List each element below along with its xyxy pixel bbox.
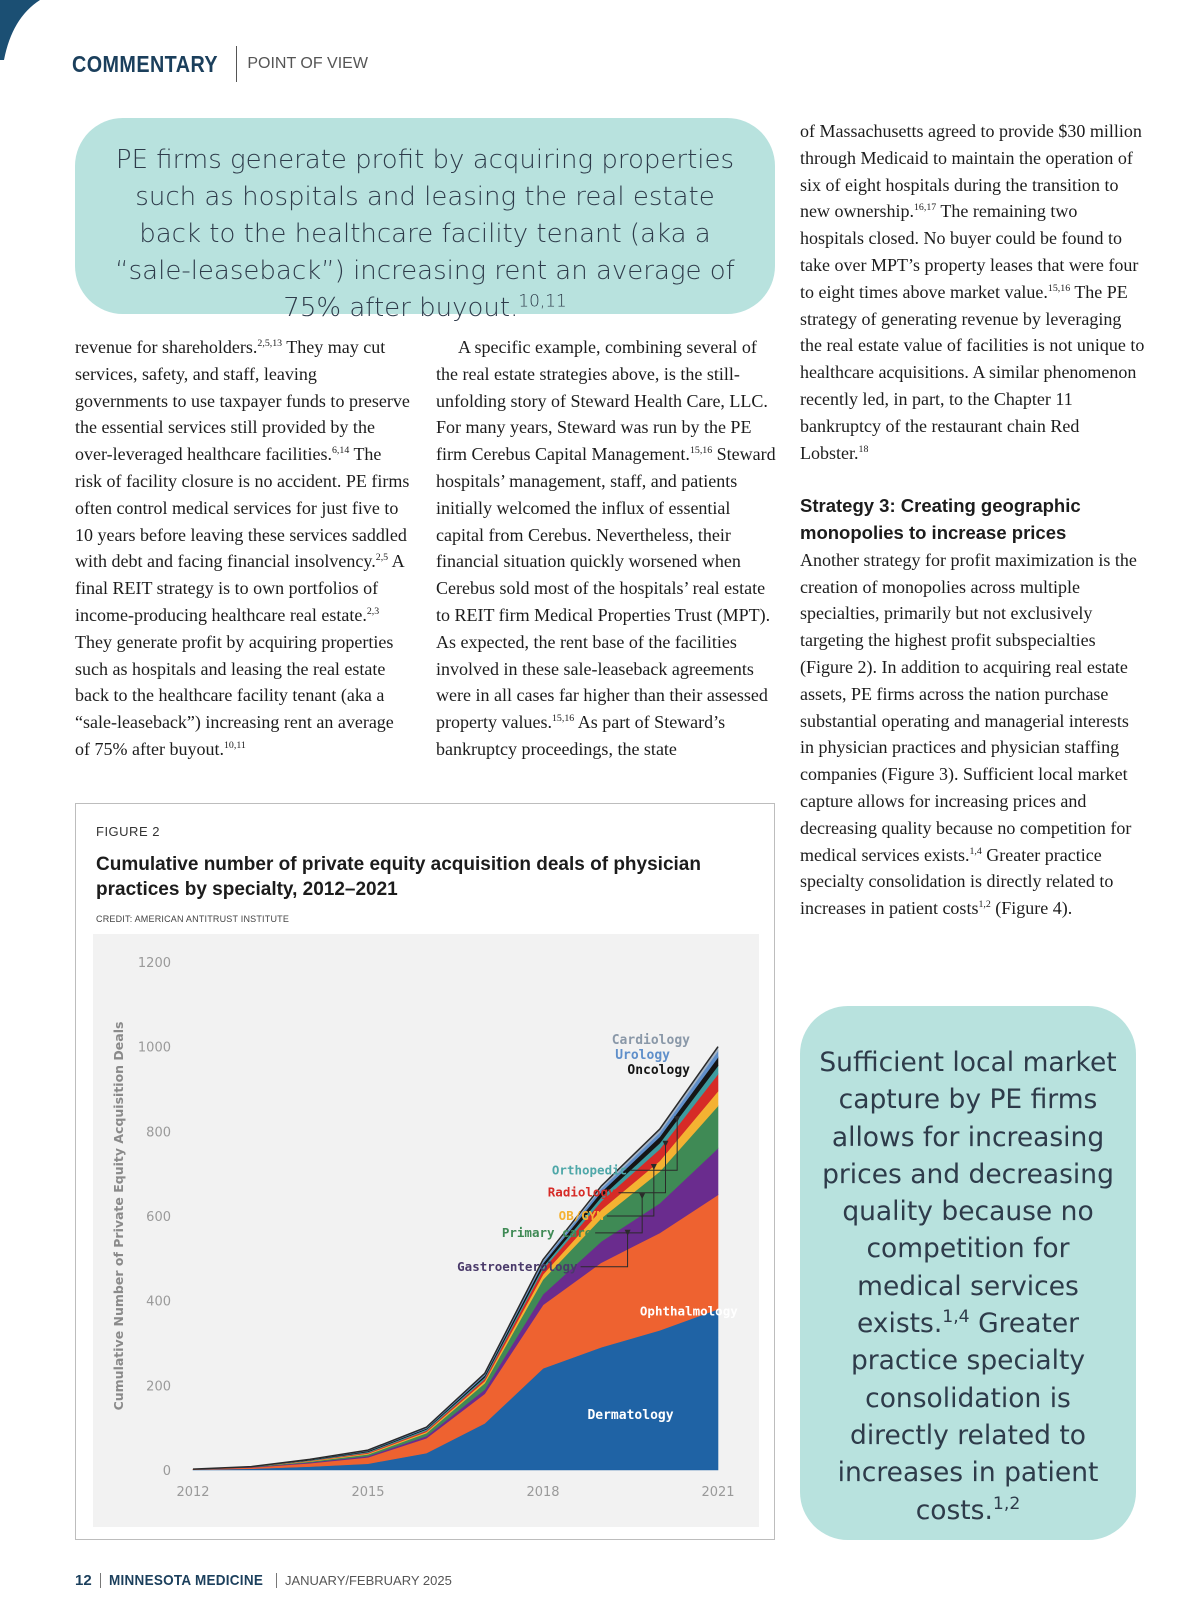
x-tick-label: 2012 (176, 1485, 210, 1500)
citation: 1,2 (992, 1493, 1021, 1514)
column-2 (436, 334, 776, 763)
pullquote-side-text: Sufficient local market capture by PE firms allows for increasing prices and decreasing quality because no competition for medical services exists. (819, 1047, 1117, 1340)
figure-label: FIGURE 2 (96, 824, 160, 839)
x-tick-label: 2015 (351, 1485, 385, 1500)
series-label-urology: Urology (615, 1047, 670, 1063)
series-label-orthopedic: Orthopedic (551, 1162, 628, 1178)
citation: 10,11 (223, 739, 246, 751)
citation: 15,16 (689, 445, 713, 457)
section-heading: Strategy 3: Creating geographic monopolies to increase prices (800, 495, 1081, 543)
citation: 1,4 (942, 1307, 970, 1328)
paragraph: of Massachusetts agreed to provide $30 million through Medicaid to maintain the operation of six of eight hospitals during the transition to new ownership.$^{16,17}$ The remaining two hospitals closed. No buyer could be found to take over MPT’s property leases that were four to eight times above market value.$^{15,16}$ The PE strategy of generating revenue by leveraging the real estate value of facilities is not unique to healthcare acquisitions. A similar phenomenon recently led, in part, to the Chapter 11 bankruptcy of the restaurant chain Red Lobster.$^{18}$ (800, 121, 1145, 463)
issue-date: JANUARY/FEBRUARY 2025 (284, 1573, 452, 1588)
footer-divider (100, 1573, 101, 1588)
paragraph: Another strategy for profit maximization is the creation of monopolies across multiple specialties, primarily but not exclusively targeting the highest profit subspecialties (Figure 2). In addition to acquiring real estate assets, PE firms across the nation purchase substantial operating and managerial interests in physician practices and physician staffing companies (Figure 3). Sufficient local market capture allows for increasing prices and decreasing quality because no competition for medical services exists.$^{1,4}$ Greater practice specialty consolidation is directly related to increases in patient costs$^{1,2}$ (Figure 4). (800, 549, 1137, 919)
y-tick-label: 1000 (137, 1040, 171, 1056)
header-divider (236, 46, 238, 82)
series-label-primary-care: Primary care (501, 1224, 593, 1240)
spacer (800, 466, 1145, 493)
series-label-oncology: Oncology (627, 1062, 690, 1078)
y-tick-label: 200 (146, 1379, 171, 1395)
series-label-cardiology: Cardiology (611, 1033, 690, 1049)
citation: 2,5 (375, 552, 389, 564)
citation: 16,17 (913, 202, 937, 214)
y-tick-label: 600 (146, 1210, 171, 1225)
citation: 15,16 (1047, 282, 1071, 294)
figure-credit: CREDIT: AMERICAN ANTITRUST INSTITUTE (96, 914, 290, 924)
x-tick-label: 2018 (526, 1485, 560, 1500)
figure-2 (75, 803, 775, 1540)
paragraph: A specific example, combining several of the real estate strategies above, is the still-unfolding story of Steward Health Care, LLC. For many years, Steward was run by the PE firm Cerebus Capital Management.$^{15,16}$ Steward hospitals’ management, staff, and patients initially welcomed the influx of essential capital from Cerebus. Nevertheless, their financial situation quickly worsened when Cerebus sold most of the hospitals’ real estate to REIT firm Medical Properties Trust (MPT). As expected, the rent base of the facilities involved in these sale-leaseback agreements were in all cases far higher than their assessed property values.$^{15,16}$ As part of Steward’s bankruptcy proceedings, the state (436, 337, 776, 759)
citation: 2,3 (366, 605, 380, 617)
paragraph: revenue for shareholders.$^{2,5,13}$ They may cut services, safety, and staff, leaving governments to use taxpayer funds to preserve the essential services still provided by the over-leveraged healthcare facilities.$^{6,14}$ The risk of facility closure is no accident. PE firms often control medical services for just five to 10 years before leaving these services saddled with debt and facing financial insolvency.$^{2,5}$ A final REIT strategy is to own portfolios of income-producing healthcare real estate.$^{2,3}$ They generate profit by acquiring properties such as hospitals and leasing the real estate back to the healthcare facility tenant (aka a “sale-leaseback”) increasing rent an average of 75% after buyout.$^{10,11}$ (75, 337, 410, 759)
y-tick-label: 1200 (137, 956, 171, 971)
column-1 (75, 334, 410, 763)
series-label-radiology: Radiology (547, 1184, 616, 1200)
citation: 1,2 (978, 899, 991, 911)
y-tick-label: 400 (146, 1294, 171, 1310)
page-number: 12 (75, 1572, 92, 1589)
y-tick-label: 0 (162, 1464, 171, 1479)
series-label-dermatology: Dermatology (587, 1408, 674, 1424)
citation: 18 (858, 443, 869, 455)
pullquote-top (75, 118, 775, 323)
series-label-ob-gyn: OB/GYN (558, 1208, 604, 1223)
citation: 10,11 (518, 290, 567, 311)
magazine-name: MINNESOTA MEDICINE (108, 1572, 263, 1589)
x-tick-label: 2021 (701, 1485, 735, 1500)
pullquote-top-text: PE firms generate profit by acquiring properties such as hospitals and leasing the real estate back to the healthcare facility tenant (aka a “sale-leaseback”) increasing rent an average of 75% after buyout. (115, 145, 735, 323)
y-tick-label: 800 (146, 1125, 171, 1141)
citation: 2,5,13 (257, 338, 283, 349)
section-title: COMMENTARY (72, 50, 219, 77)
y-axis-label: Cumulative Number of Private Equity Acquisition Deals (111, 1021, 126, 1411)
citation: 15,16 (551, 713, 575, 725)
pullquote-side: Sufficient local market capture by PE firms allows for increasing prices and decreasing quality because no competition for medical services exists.$^{1,4}$ Greater practice specialty consolidation is directly related to increases in patient costs.$^{1,2}$ (800, 1006, 1136, 1540)
series-label-ophthalmology: Ophthalmology (639, 1303, 738, 1319)
footer-divider (276, 1573, 277, 1588)
section-subtitle: POINT OF VIEW (247, 55, 368, 72)
citation: 6,14 (331, 445, 350, 457)
page-header (72, 46, 368, 82)
area-chart (93, 934, 759, 1527)
figure-title: Cumulative number of private equity acquisition deals of physician practices by specialty, 2012–2021 (96, 854, 701, 900)
column-3 (800, 118, 1145, 922)
page-footer (75, 1572, 452, 1589)
corner-accent (0, 0, 40, 60)
series-label-gastroenterology: Gastroenterology (457, 1258, 578, 1274)
citation: 1,4 (969, 845, 982, 857)
